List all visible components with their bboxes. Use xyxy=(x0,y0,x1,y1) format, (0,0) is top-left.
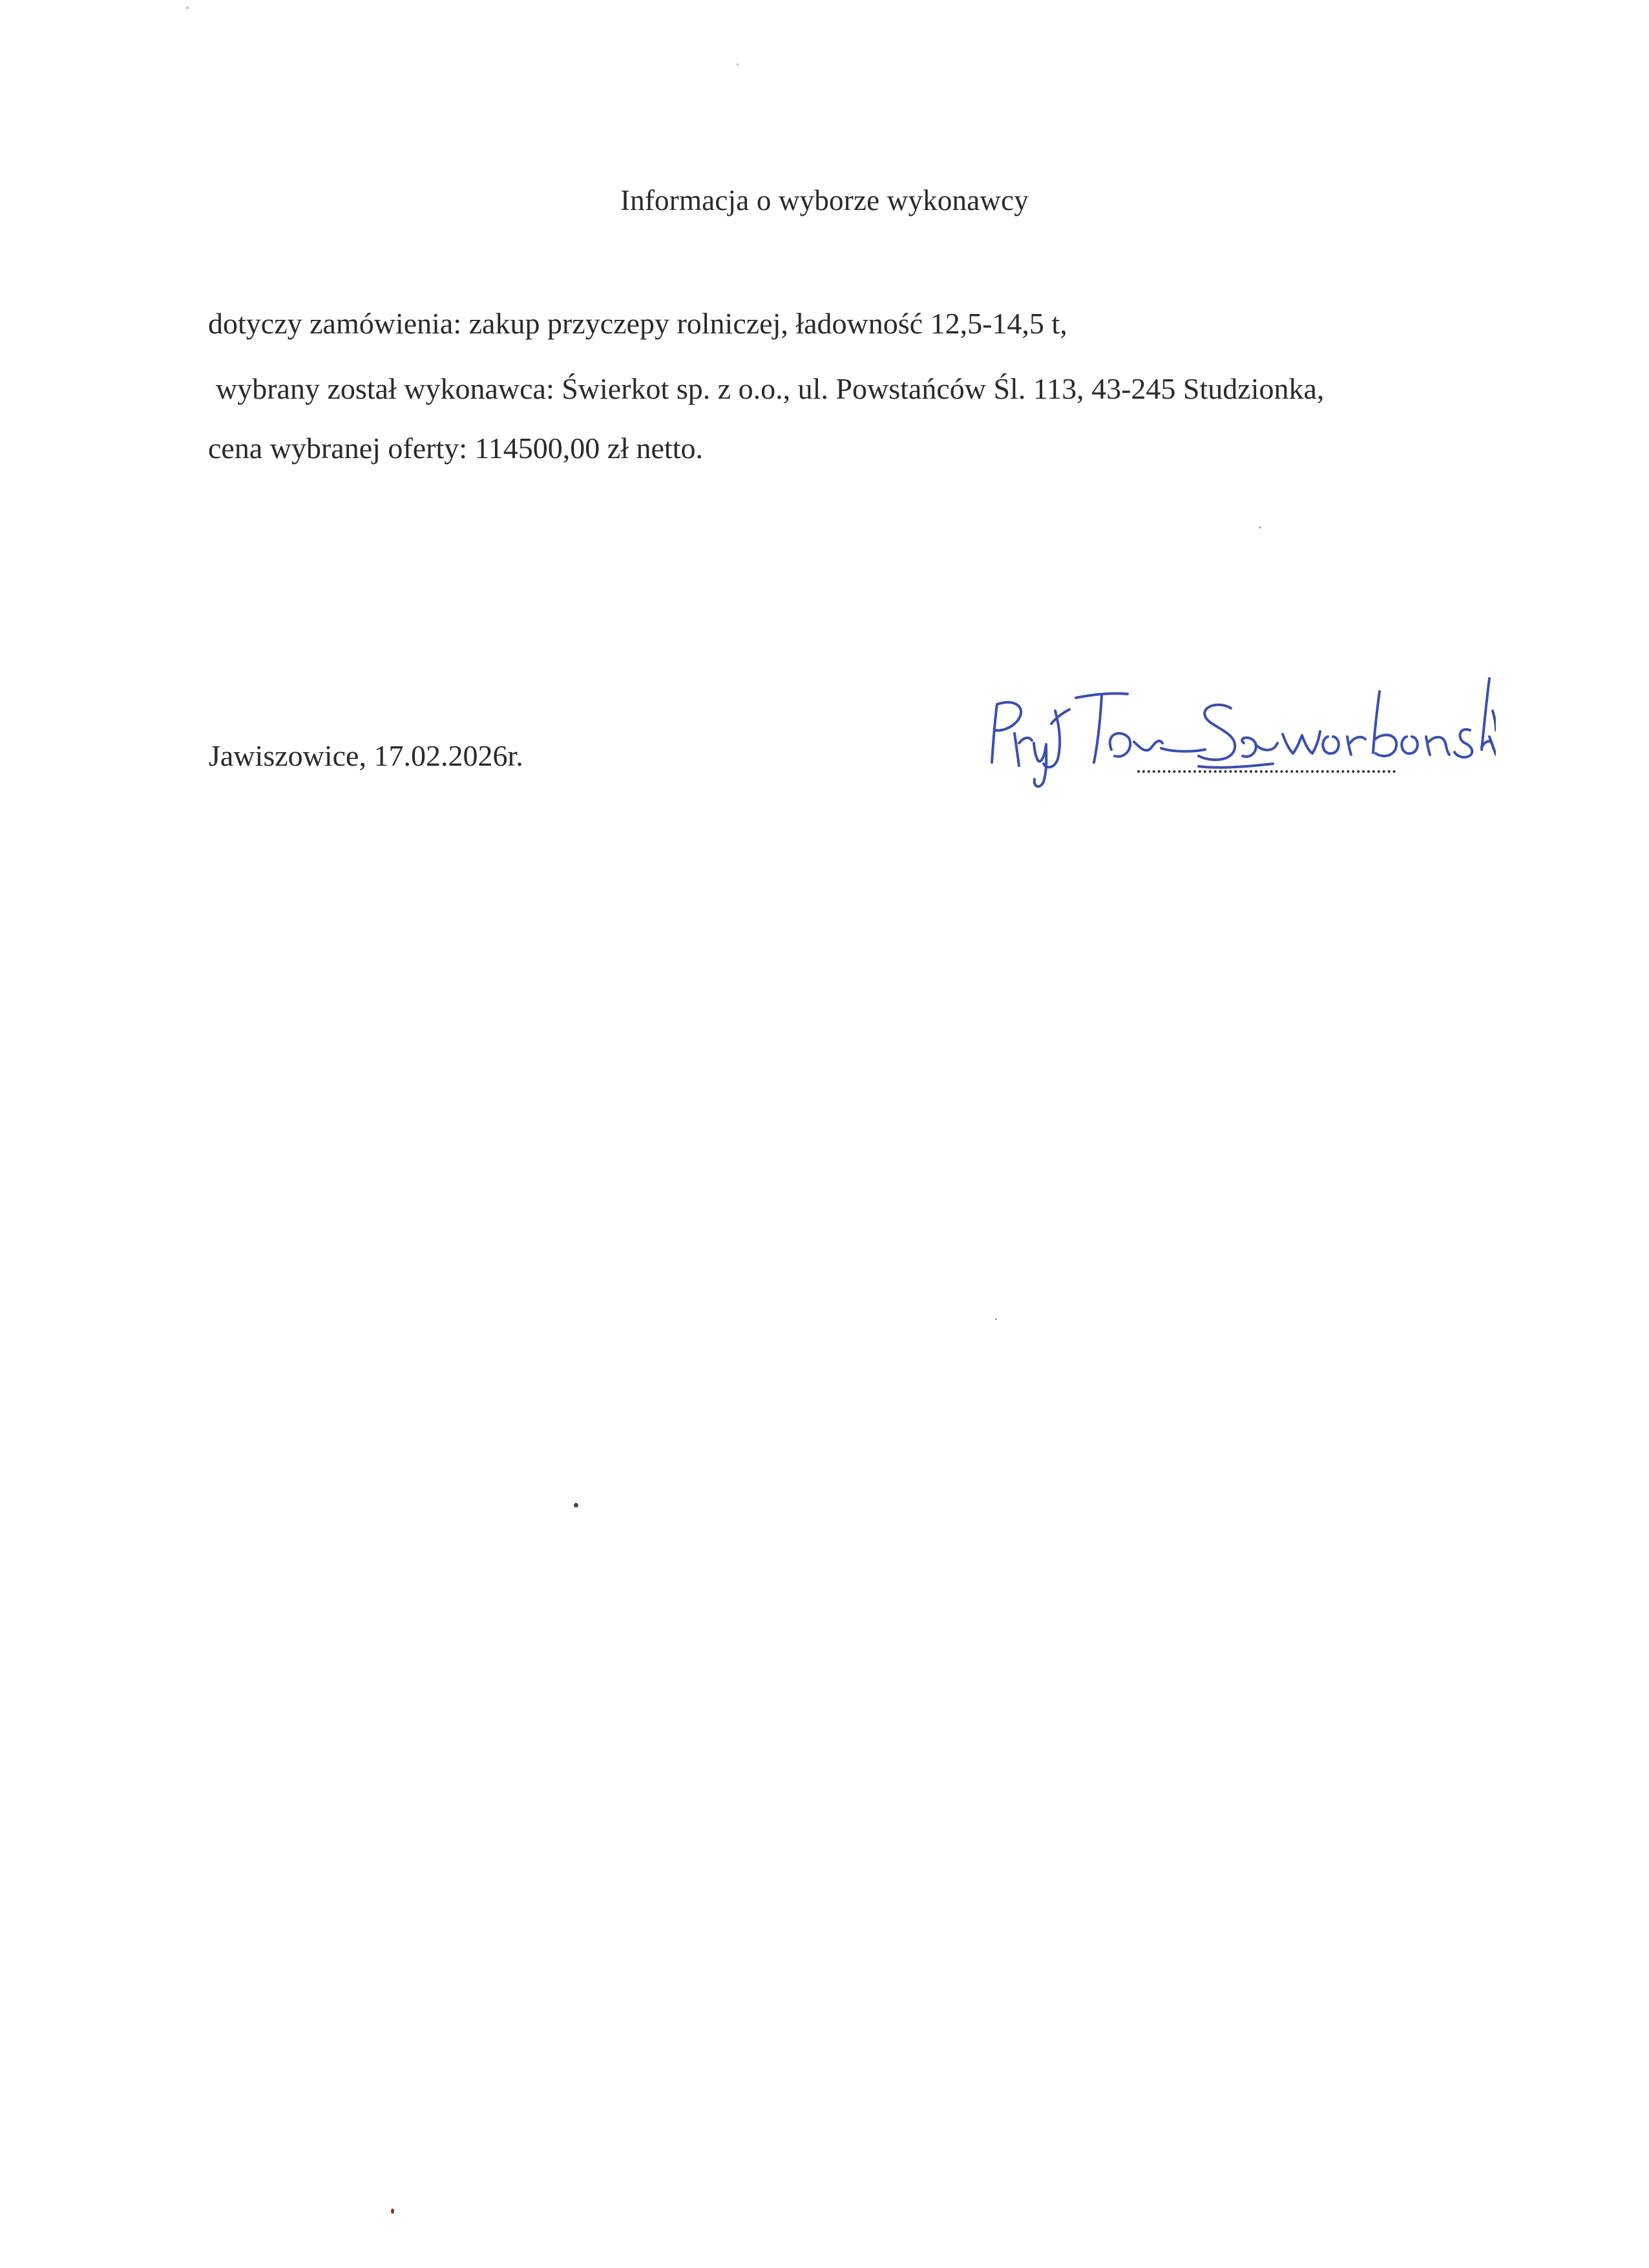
document-title: Informacja o wyborze wykonawcy xyxy=(620,184,1029,216)
scan-speck xyxy=(737,63,739,66)
scan-speck xyxy=(391,2209,394,2214)
order-subject-line: dotyczy zamówienia: zakup przyczepy rolniczej, ładowność 12,5-14,5 t, xyxy=(208,307,1067,340)
scan-speck xyxy=(1259,527,1261,529)
selected-contractor-line: wybrany został wykonawca: Świerkot sp. z o.o., ul. Powstańców Śl. 113, 43-245 Studzionka, xyxy=(216,372,1325,405)
place-and-date: Jawiszowice, 17.02.2026r. xyxy=(209,739,523,772)
scan-speck xyxy=(574,1503,578,1507)
offer-price-line: cena wybranej oferty: 114500,00 zł netto. xyxy=(208,432,703,465)
scan-speck xyxy=(995,1318,997,1320)
scan-speck xyxy=(186,6,189,9)
handwritten-signature xyxy=(979,672,1496,801)
